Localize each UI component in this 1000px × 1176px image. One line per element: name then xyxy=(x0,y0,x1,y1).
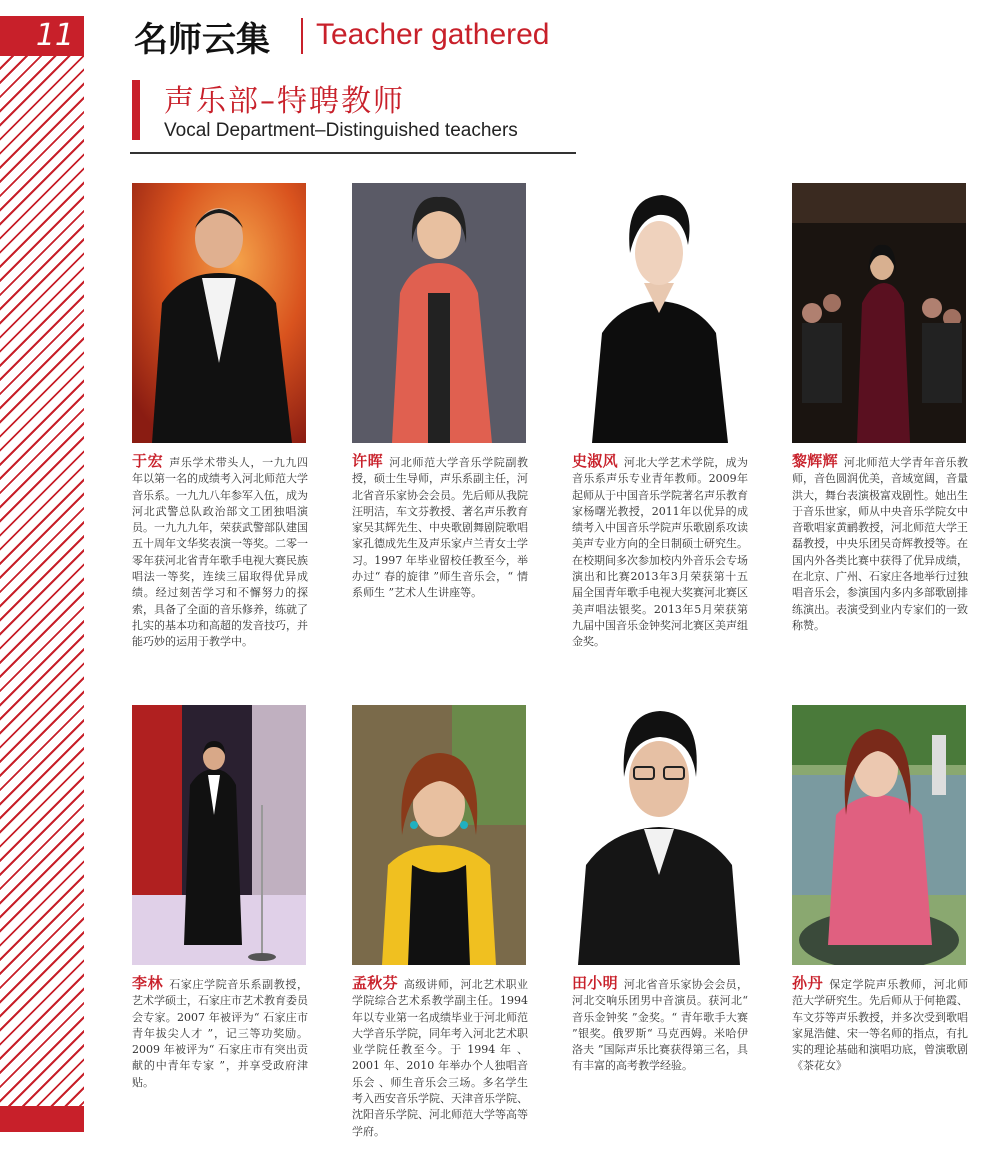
teacher-bio xyxy=(352,975,528,1140)
teacher-bio-text: 声乐学术带头人，一九九四年以第一名的成绩考入河北师范大学音乐系。一九九八年参军入伍，成为河北武警总队政治部文工团独唱演员。一九九九年，荣获武警部队建国五十周年文华奖表演一等奖。二零一零年获河北省青年歌手电视大赛民族唱法一等奖，连续三届取得优异成绩。经过刻苦学习和不懈努力的探索，具备了全面的音乐修养，练就了扎实的基本功和高超的发音技巧，并能巧妙的运用于教学中。 xyxy=(132,456,308,649)
teacher-name: 黎辉辉 xyxy=(792,452,838,470)
section-title-cn: 声乐部–特聘教师 xyxy=(164,84,405,119)
teacher-photo xyxy=(352,183,526,443)
teacher-card xyxy=(132,705,308,1091)
teacher-bio xyxy=(572,453,748,651)
teacher-bio-text: 高级讲师，河北艺术职业学院综合艺术系教学副主任。1994 年以专业第一名成绩毕业于河北师范大学音乐学院，同年考入河北艺术职业学院任教至今。于 1994 年 、2001 年、2010 年举办个人独唱音乐会 、师生音乐会三场。多名学生考入西安音乐学院、天津音乐学院、沈阳音乐学院、河北师范大学等高等学府。 xyxy=(352,978,528,1138)
teacher-bio xyxy=(792,453,968,634)
teacher-name: 田小明 xyxy=(572,974,618,992)
bottom-accent-bar xyxy=(0,1106,84,1132)
teacher-bio-text: 河北省音乐家协会会员，河北交响乐团男中音演员。获河北“ 音乐金钟奖 ”金奖。“ 青年歌手大赛 ”银奖。俄罗斯“ 马克西姆。米哈伊洛夫 ”国际声乐比赛获得第三名，具有丰富的高考教学经验。 xyxy=(572,978,748,1073)
teacher-bio xyxy=(792,975,968,1075)
teacher-name: 孟秋芬 xyxy=(352,974,398,992)
teacher-card xyxy=(792,183,968,634)
section-title-en: Vocal Department–Distinguished teachers xyxy=(164,120,518,141)
teacher-bio xyxy=(572,975,748,1075)
teacher-bio-text: 河北师范大学青年音乐教师，音色圆润优美，音域宽阔，音量洪大，舞台表演极富戏剧性。她出生于音乐世家，师从中央音乐学院女中音歌唱家黄鹂教授，河北师范大学王磊教授，中央乐团吴奇辉教授等。在国内外各类比赛中获得了优异成绩，在北京、广州、石家庄各地举行过独唱音乐会，参演国内多内多部歌剧排练演出。表演受到业内专家们的一致称赞。 xyxy=(792,456,968,632)
section-underline xyxy=(130,152,576,154)
teacher-bio-text: 河北师范大学音乐学院副教授，硕士生导师，声乐系副主任，河北省音乐家协会会员。先后师从我院汪明洁，车文芬教授、著名声乐教育家吴其辉先生、中央歌剧舞剧院歌唱家孔德成先生及声乐家卢兰青女士学习。1997 年毕业留校任教至今，举办过“ 春的旋律 ”师生音乐会，“ 情系师生 ”艺术人生讲座等。 xyxy=(352,456,528,600)
decorative-stripes xyxy=(0,56,84,1106)
section-accent-bar xyxy=(132,80,140,140)
teacher-bio-text: 河北大学艺术学院，成为音乐系声乐专业青年教师。2009年起师从于中国音乐学院著名声乐教育家杨曙光教授，2011年以优异的成绩考入中国音乐学院声乐歌剧系攻读美声专业方向的全日制硕士研究生。在校期间多次参加校内外音乐会专场演出和比赛2013年3月荣获第十五届全国青年歌手电视大奖赛河北赛区美声唱法银奖。2013年5月荣获第九届中国音乐金钟奖河北赛区美声组金奖。 xyxy=(572,456,748,649)
teacher-card xyxy=(352,183,528,602)
teacher-name: 于宏 xyxy=(132,452,164,470)
teacher-card xyxy=(572,705,748,1075)
teacher-name: 许晖 xyxy=(352,452,384,470)
teacher-photo xyxy=(572,183,746,443)
teacher-bio xyxy=(132,453,308,651)
teacher-card xyxy=(352,705,528,1140)
title-divider xyxy=(301,18,303,54)
teacher-card xyxy=(132,183,308,651)
page-number: 11 xyxy=(0,16,84,56)
teacher-name: 孙丹 xyxy=(792,974,824,992)
teacher-card xyxy=(572,183,748,651)
page-title-en: Teacher gathered xyxy=(316,18,550,51)
teacher-photo xyxy=(132,705,306,965)
teacher-bio-text: 保定学院声乐教师，河北师范大学研究生。先后师从于何艳霞、车文芬等声乐教授，并多次受到歌唱家晁浩健、宋一等名师的指点，有扎实的理论基础和演唱功底，曾演歌剧《茶花女》 xyxy=(792,978,968,1073)
teacher-name: 李林 xyxy=(132,974,164,992)
teacher-bio xyxy=(352,453,528,602)
teacher-bio xyxy=(132,975,308,1091)
teacher-photo xyxy=(352,705,526,965)
teacher-card xyxy=(792,705,968,1075)
teacher-photo xyxy=(792,705,966,965)
teacher-bio-text: 石家庄学院音乐系副教授，艺术学硕士，石家庄市艺术教育委员会专家。2007 年被评为“ 石家庄市青年拔尖人才 ”，记三等功奖励。2009 年被评为“ 石家庄市有突出贡献的中青年专家 ”，并享受政府津贴。 xyxy=(132,978,308,1089)
teacher-photo xyxy=(792,183,966,443)
teacher-name: 史淑风 xyxy=(572,452,618,470)
page-title-cn: 名师云集 xyxy=(134,20,270,60)
teacher-photo xyxy=(572,705,746,965)
teacher-photo xyxy=(132,183,306,443)
